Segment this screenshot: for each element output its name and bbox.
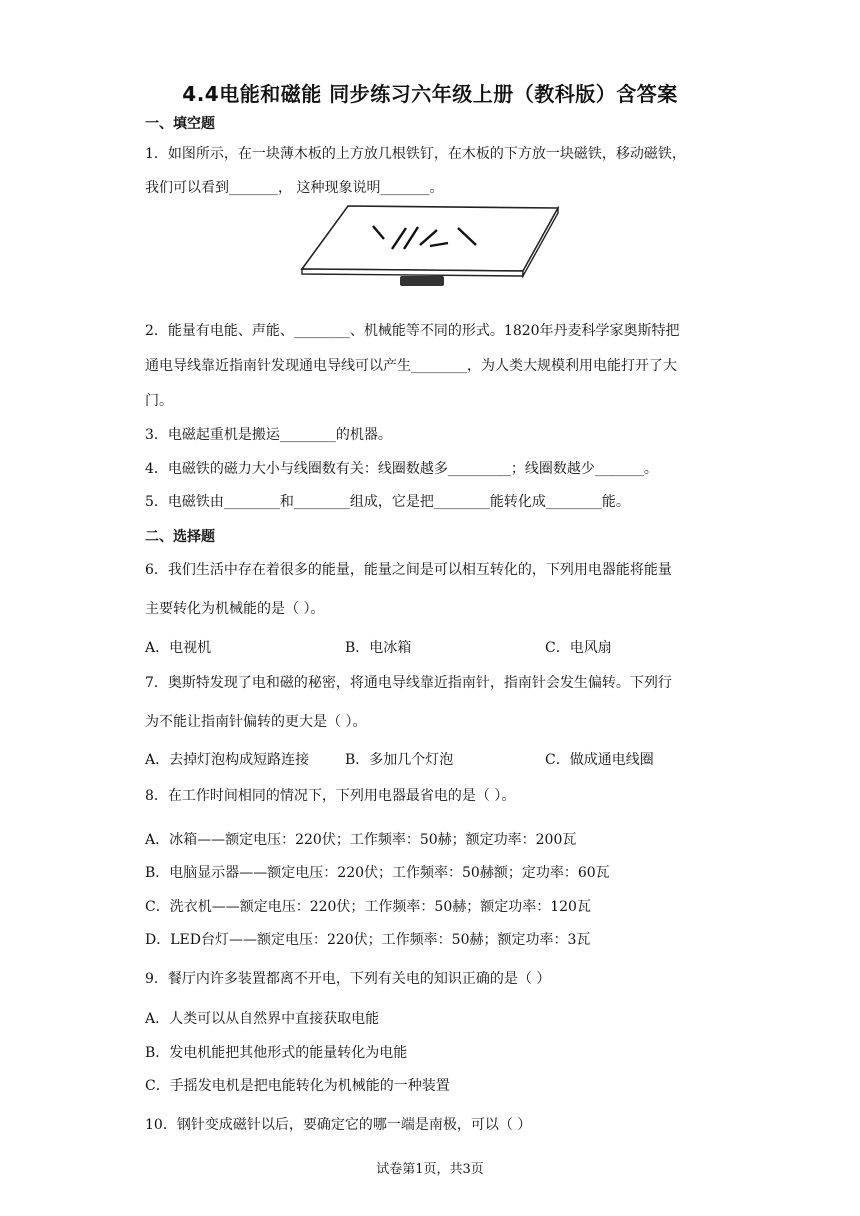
q9-option-c: C．手摇发电机是把电能转化为机械能的一种装置 bbox=[145, 1078, 450, 1094]
q9-option-b: B．发电机能把其他形式的能量转化为电能 bbox=[145, 1045, 408, 1061]
q6-option-b: B．电冰箱 bbox=[345, 640, 412, 656]
q2-line3: 门。 bbox=[145, 393, 173, 409]
q7-option-a: A．去掉灯泡构成短路连接 bbox=[145, 752, 310, 768]
section-fill-in: 一、填空题 bbox=[145, 116, 215, 132]
q6-option-a: A．电视机 bbox=[145, 640, 212, 656]
q5-text: 5．电磁铁由________和________组成，它是把________能转化成________能。 bbox=[145, 494, 630, 510]
q8-line1: 8．在工作时间相同的情况下，下列用电器最省电的是（ ）。 bbox=[145, 788, 516, 804]
q7-line1: 7．奥斯特发现了电和磁的秘密，将通电导线靠近指南针，指南针会发生偏转。下列行 bbox=[145, 675, 672, 691]
q4-text: 4．电磁铁的磁力大小与线圈数有关：线圈数越多_________；线圈数越少_______。 bbox=[145, 461, 658, 477]
q7-option-b: B．多加几个灯泡 bbox=[345, 752, 454, 768]
q2-line2: 通电导线靠近指南针发现通电导线可以产生________，为人类大规模利用电能打开了大 bbox=[145, 358, 677, 374]
section-choice: 二、选择题 bbox=[145, 529, 215, 545]
q8-option-b: B．电脑显示器——额定电压：220伏；工作频率：50赫额；定功率：60瓦 bbox=[145, 865, 610, 881]
page-footer: 试卷第1页，共3页 bbox=[376, 1162, 484, 1177]
q8-option-c: C．洗衣机——额定电压：220伏；工作频率：50赫；额定功率：120瓦 bbox=[145, 899, 591, 915]
q3-text: 3．电磁起重机是搬运________的机器。 bbox=[145, 427, 392, 443]
q9-line1: 9．餐厅内许多装置都离不开电，下列有关电的知识正确的是（ ） bbox=[145, 971, 551, 987]
q10-text: 10．钢针变成磁针以后，要确定它的哪一端是南极，可以（ ） bbox=[145, 1117, 532, 1133]
q1-line2: 我们可以看到_______， 这种现象说明_______。 bbox=[145, 180, 444, 196]
board-magnet-illustration bbox=[300, 203, 562, 291]
q7-line2: 为不能让指南针偏转的更大是（ ）。 bbox=[145, 714, 367, 730]
q9-option-a: A．人类可以从自然界中直接获取电能 bbox=[145, 1011, 380, 1027]
q8-option-a: A．冰箱——额定电压：220伏；工作频率：50赫；额定功率：200瓦 bbox=[145, 832, 577, 848]
page-title: 4.4电能和磁能 同步练习六年级上册（教科版）含答案 bbox=[182, 82, 678, 106]
q6-option-c: C．电风扇 bbox=[545, 640, 612, 656]
q6-line1: 6．我们生活中存在着很多的能量，能量之间是可以相互转化的，下列用电器能将能量 bbox=[145, 562, 672, 578]
q1-line1: 1．如图所示，在一块薄木板的上方放几根铁钉，在木板的下方放一块磁铁，移动磁铁， bbox=[145, 146, 686, 162]
q7-option-c: C．做成通电线圈 bbox=[545, 752, 654, 768]
q8-option-d: D．LED台灯——额定电压：220伏；工作频率：50赫；额定功率：3瓦 bbox=[145, 932, 591, 948]
q6-line2: 主要转化为机械能的是（ ）。 bbox=[145, 601, 325, 617]
q2-line1: 2．能量有电能、声能、________、机械能等不同的形式。1820年丹麦科学家奥斯特把 bbox=[145, 323, 680, 339]
